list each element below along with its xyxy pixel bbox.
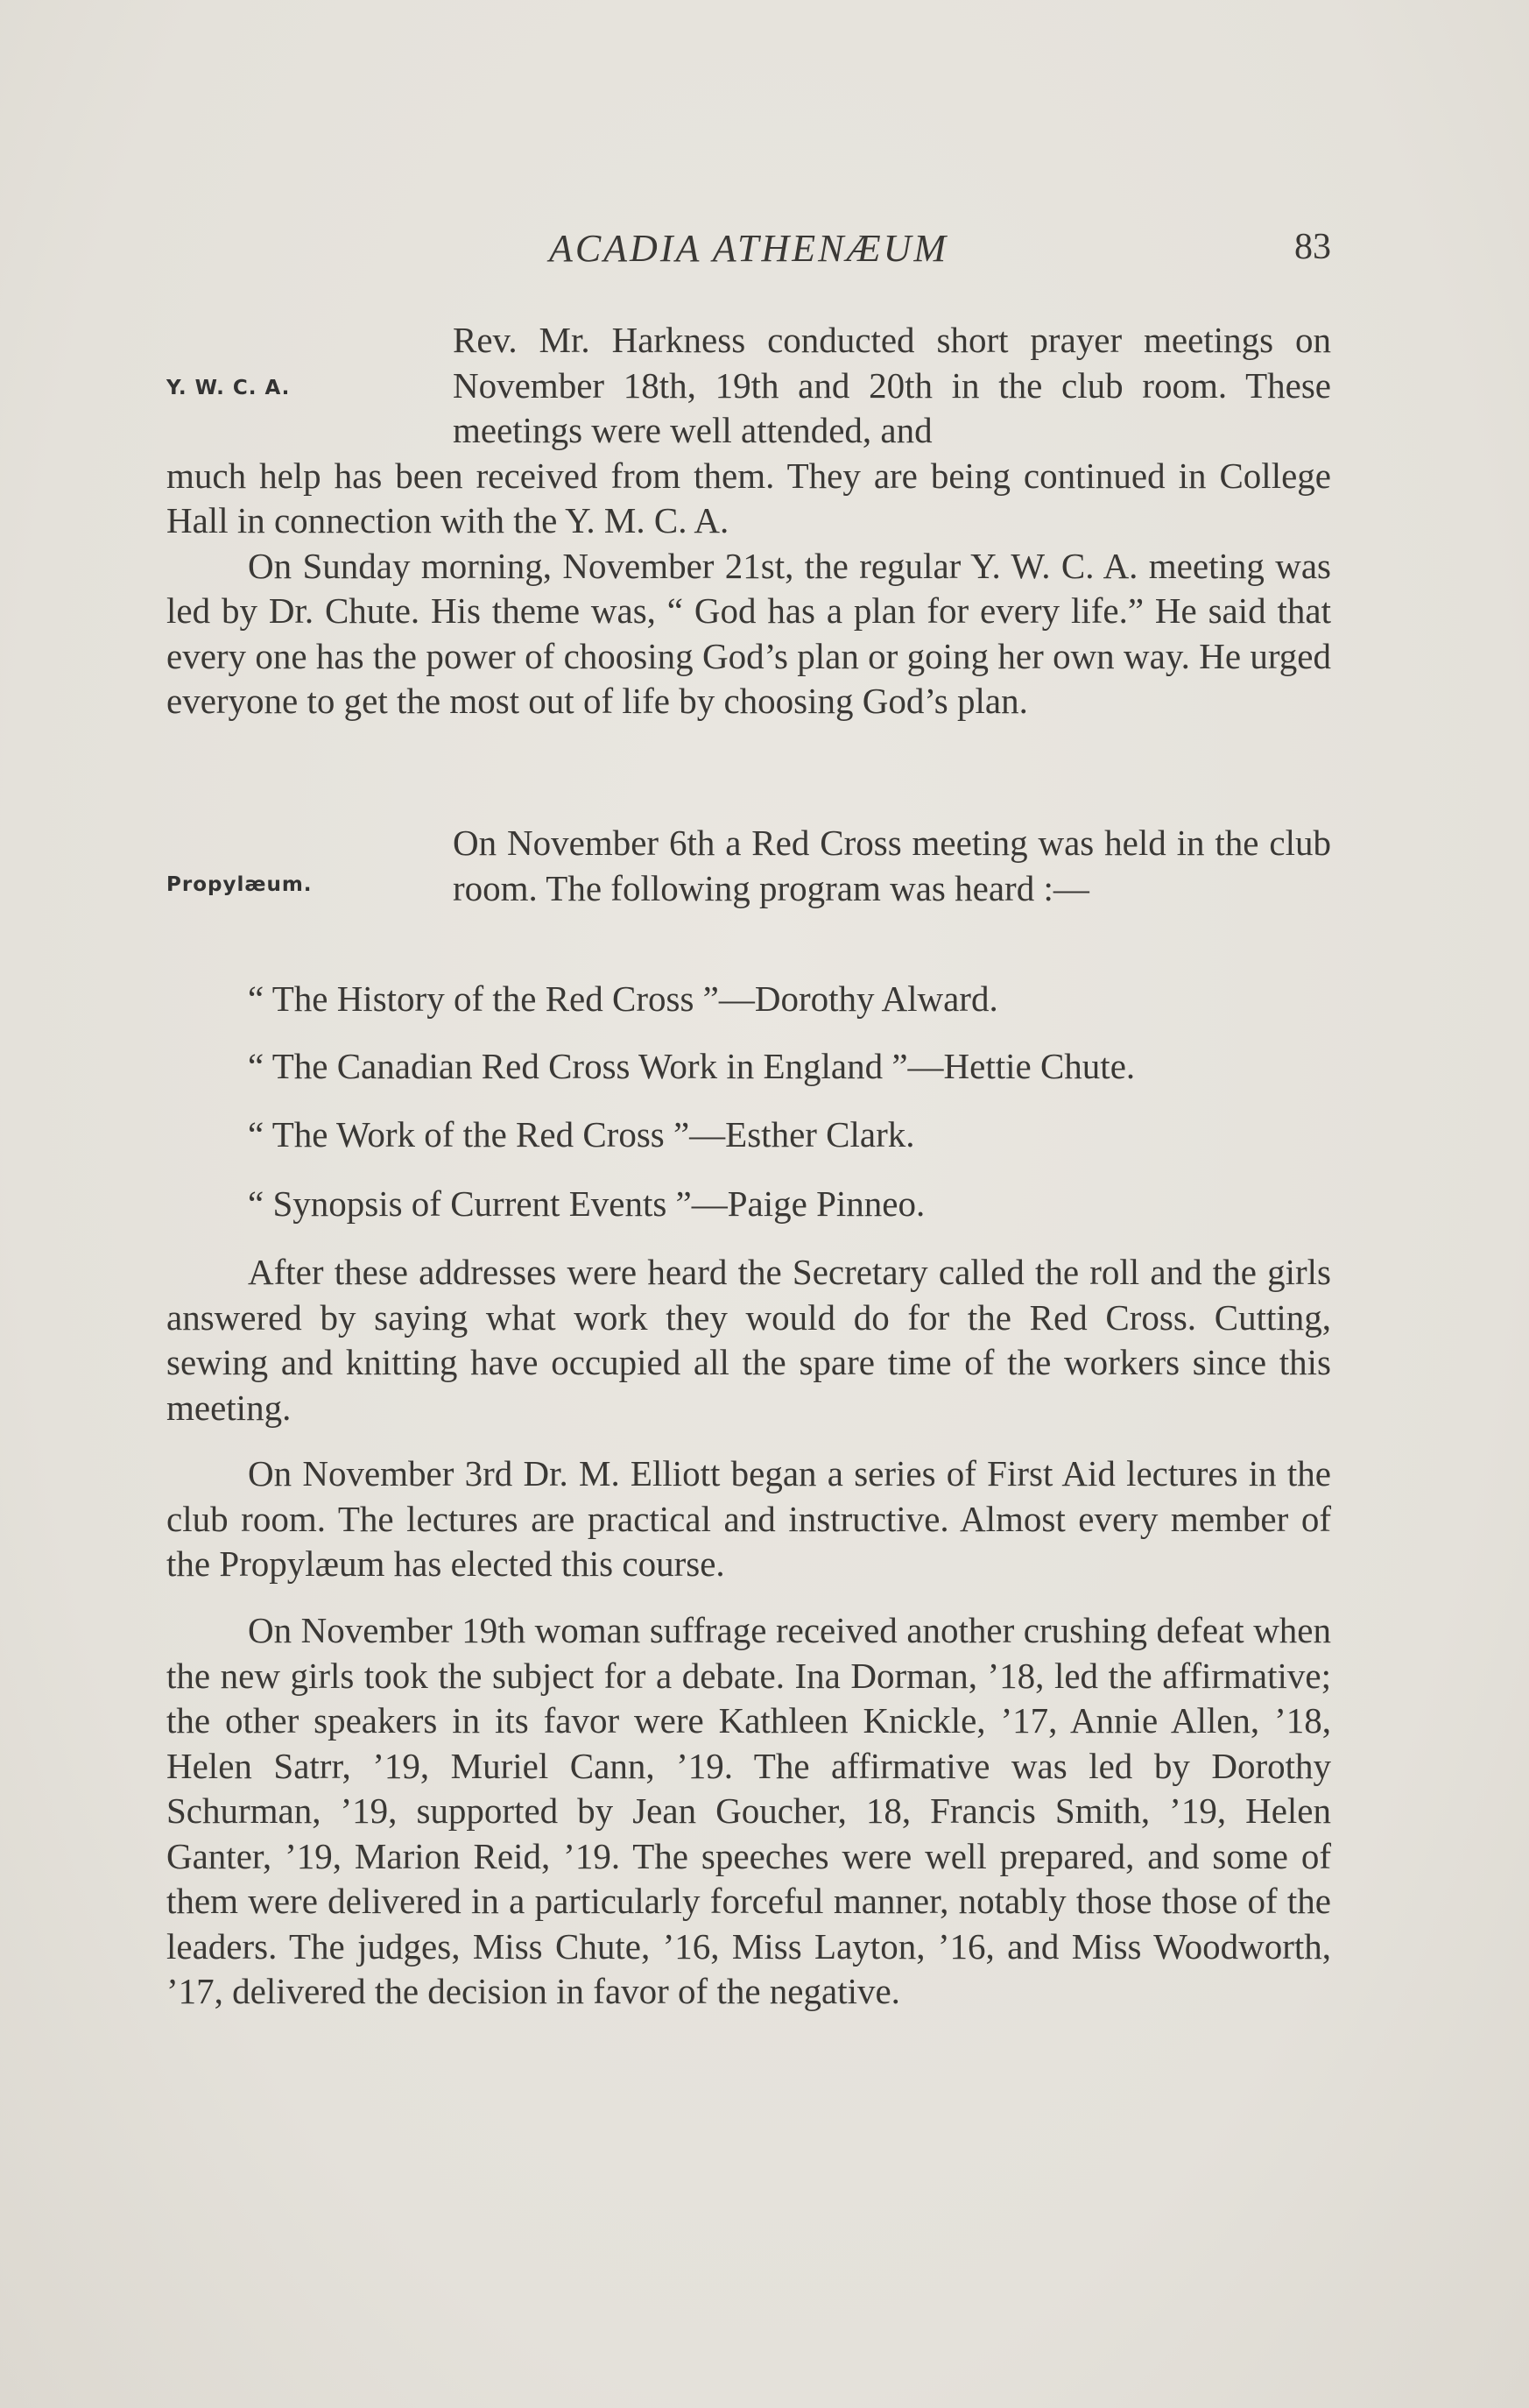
program-list: [166, 977, 1331, 1022]
ywca-hanging-paragraph: Rev. Mr. Harkness conducted short prayer meetings on November 18th, 19th and 20th in the club room. These meetings were well attended, and: [453, 320, 1331, 450]
program-item: “ The Work of the Red Cross ”—Esther Clark.: [248, 1114, 915, 1155]
page-header: [166, 226, 1331, 279]
paragraph-debate: On November 19th woman suffrage received another crushing defeat when the new girls took the subject for a debate. Ina Dorman, ’18, led the affirmative; the other speakers in its favor were Kathleen Knickle, ’17, Annie Allen, ’18, Helen Satrr, ’19, Muriel Cann, ’19. The affirmative was led by Dorothy Schurman, ’19, supported by Jean Goucher, 18, Francis Smith, ’19, Helen Ganter, ’19, Marion Reid, ’19. The speeches were well prepared, and some of them were delivered in a particularly forceful manner, notably those those of the leaders. The judges, Miss Chute, ’16, Miss Layton, ’16, and Miss Woodworth, ’17, delivered the decision in favor of the negative.: [166, 1610, 1331, 2011]
program-item: “ The Canadian Red Cross Work in England ”—Hettie Chute.: [248, 1046, 1136, 1086]
propylaeum-body: [166, 1250, 1331, 1430]
propylaeum-section: [166, 821, 1331, 911]
program-item: “ Synopsis of Current Events ”—Paige Pinneo.: [248, 1183, 926, 1224]
program-list: [166, 1044, 1331, 1090]
ywca-section: [166, 318, 1331, 724]
ywca-paragraph-sunday: On Sunday morning, November 21st, the regular Y. W. C. A. meeting was led by Dr. Chute. His theme was, “ God has a plan for every life.” He said that every one has the power of choosing God’s plan or going her own way. He urged everyone to get the most out of life by choosing God’s plan.: [166, 545, 1331, 721]
propylaeum-hanging-paragraph: On November 6th a Red Cross meeting was held in the club room. The following program was heard :—: [453, 823, 1331, 908]
program-list: [166, 1182, 1331, 1227]
ywca-side-label: Y. W. C. A.: [166, 377, 291, 399]
propylaeum-body: [166, 1451, 1331, 1587]
ywca-continuation: much help has been received from them. They are being continued in College Hall in connection with the Y. M. C. A.: [166, 455, 1331, 540]
paragraph-first-aid: On November 3rd Dr. M. Elliott began a series of First Aid lectures in the club room. The lectures are practical and instructive. Almost every member of the Propylæum has elected this course.: [166, 1453, 1331, 1584]
program-item: “ The History of the Red Cross ”—Dorothy Alward.: [248, 978, 998, 1019]
page-number: 83: [1294, 227, 1331, 267]
program-list: [166, 1112, 1331, 1158]
paragraph-addresses: After these addresses were heard the Secretary called the roll and the girls answered by saying what work they would do for the Red Cross. Cutting, sewing and knitting have occupied all the spare time of the workers since this meeting.: [166, 1252, 1331, 1428]
propylaeum-side-label: Propylæum.: [166, 873, 313, 896]
running-title: ACADIA ATHENÆUM: [548, 227, 949, 270]
propylaeum-body: [166, 1608, 1331, 2015]
